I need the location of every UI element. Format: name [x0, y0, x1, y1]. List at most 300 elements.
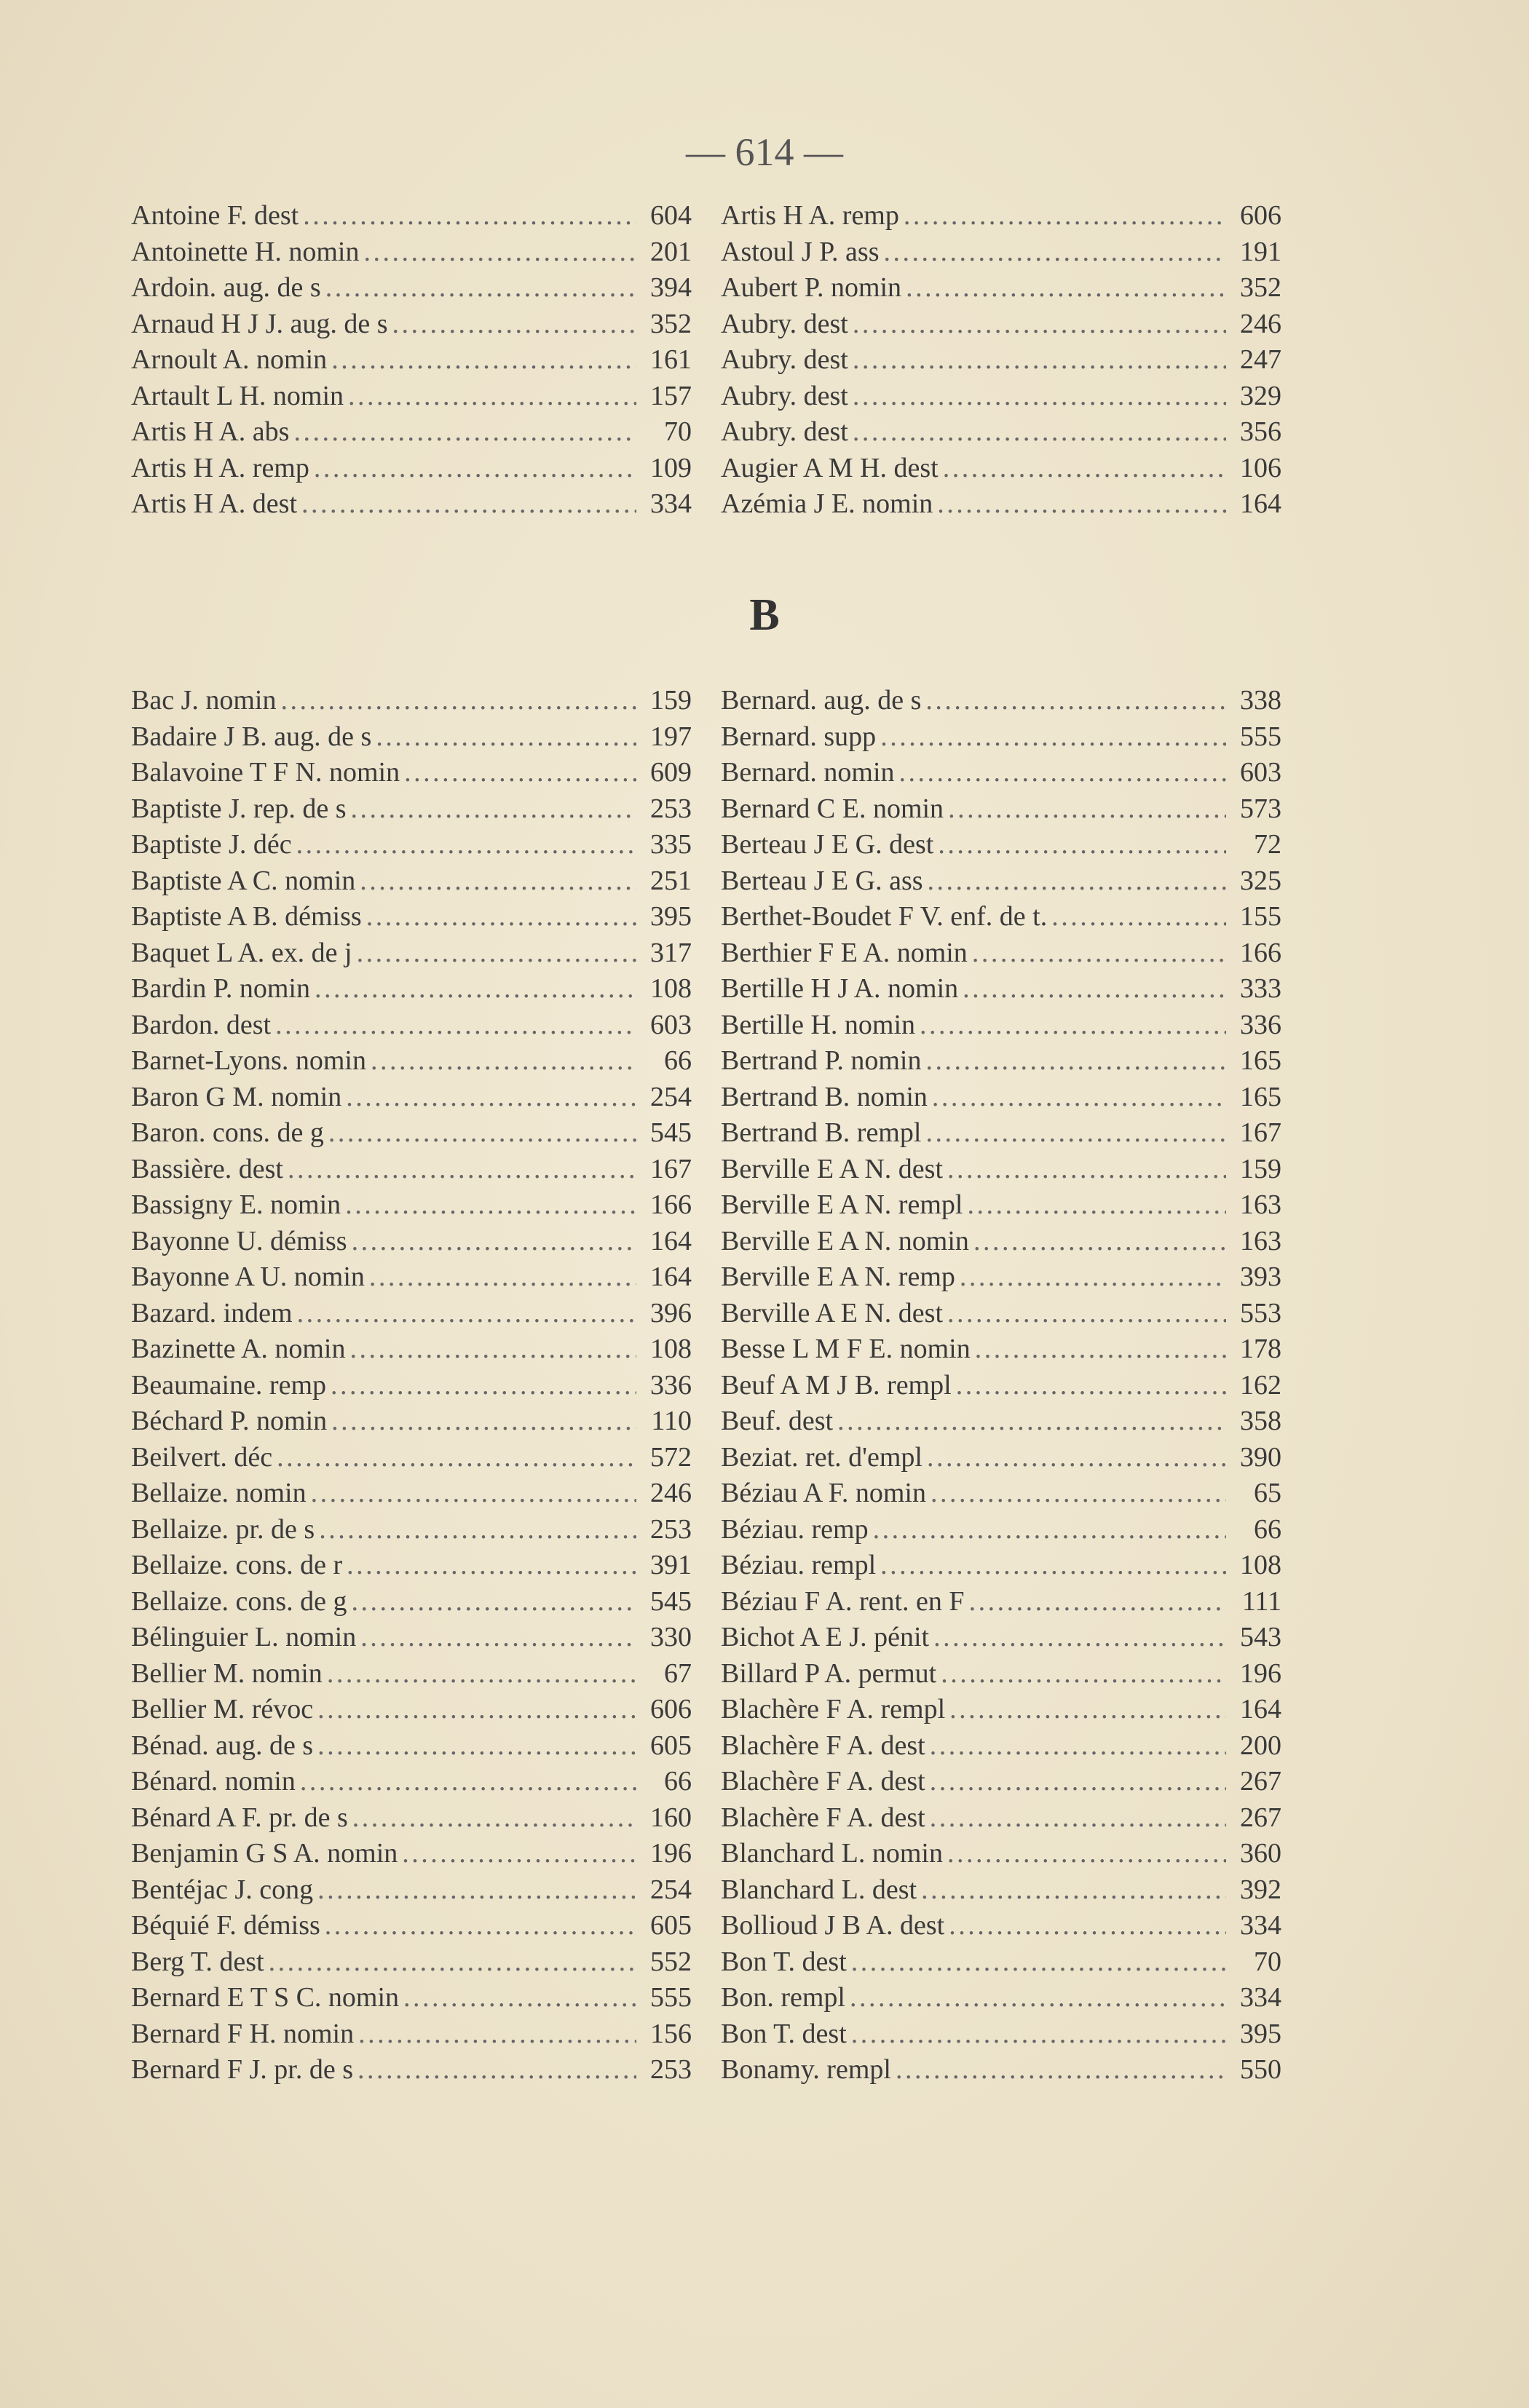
entry-name: Artis H A. dest — [131, 488, 297, 519]
entry-page-number: 545 — [650, 1585, 692, 1617]
entry-page-number: 572 — [650, 1441, 692, 1473]
entry-name: Benjamin G S A. nomin — [131, 1838, 398, 1869]
entry-name: Bayonne U. démiss — [131, 1225, 347, 1256]
entry-name: Bernard. supp — [721, 721, 877, 752]
entry-page-number: 163 — [1240, 1189, 1281, 1220]
entry-name: Berthier F E A. nomin — [721, 937, 968, 968]
entry-page-number: 163 — [1240, 1225, 1281, 1256]
entry-name: Bertrand P. nomin — [721, 1045, 922, 1076]
index-entry — [131, 1620, 692, 1656]
dot-leader — [956, 1368, 1226, 1404]
entry-page-number: 317 — [650, 937, 692, 968]
entry-page-number: 246 — [1240, 308, 1281, 339]
dot-leader — [352, 1800, 636, 1837]
index-entry — [721, 1331, 1281, 1368]
entry-page-number: 106 — [1240, 452, 1281, 483]
dot-leader — [376, 719, 636, 756]
index-entry — [721, 1187, 1281, 1224]
entry-page-number: 178 — [1240, 1334, 1281, 1364]
entry-name: Bassigny E. nomin — [131, 1189, 341, 1220]
index-entry — [721, 1080, 1281, 1116]
entry-page-number: 164 — [650, 1262, 692, 1292]
index-entry — [131, 1368, 692, 1404]
entry-page-number: 253 — [650, 793, 692, 824]
entry-page-number: 334 — [1240, 1910, 1281, 1941]
entry-page-number: 330 — [650, 1622, 692, 1652]
entry-page-number: 391 — [650, 1550, 692, 1580]
index-entry — [131, 935, 692, 972]
index-column-left — [131, 683, 692, 2088]
index-entry — [721, 486, 1281, 523]
entry-page-number: 254 — [650, 1874, 692, 1905]
entry-page-number: 395 — [650, 901, 692, 932]
dot-leader — [319, 1512, 636, 1548]
index-entry — [721, 234, 1281, 271]
entry-name: Bernard E T S C. nomin — [131, 1982, 400, 2013]
dot-leader — [357, 2052, 636, 2088]
entry-name: Bernard F H. nomin — [131, 2018, 355, 2049]
dot-leader — [937, 486, 1226, 523]
entry-name: Baptiste A B. démiss — [131, 901, 362, 932]
entry-name: Beaumaine. remp — [131, 1369, 327, 1401]
dot-leader — [949, 1692, 1226, 1728]
index-entry — [131, 1908, 692, 1944]
dot-leader — [317, 1692, 636, 1728]
index-entry — [721, 1944, 1281, 1981]
entry-page-number: 246 — [650, 1478, 692, 1508]
entry-page-number: 162 — [1240, 1369, 1281, 1401]
dot-leader — [899, 755, 1226, 791]
entry-name: Antoinette H. nomin — [131, 236, 360, 267]
dot-leader — [369, 1259, 636, 1296]
entry-page-number: 161 — [650, 344, 692, 375]
index-entry — [131, 1296, 692, 1332]
dot-leader — [360, 863, 636, 900]
index-entry — [721, 755, 1281, 791]
dot-leader — [930, 1764, 1226, 1800]
entry-page-number: 396 — [650, 1297, 692, 1328]
entry-name: Blachère F A. dest — [721, 1766, 925, 1797]
index-entry — [131, 234, 692, 271]
entry-page-number: 550 — [1240, 2054, 1281, 2085]
index-entry — [721, 1476, 1281, 1512]
entry-name: Berthet-Boudet F V. enf. de t. — [721, 901, 1048, 932]
dot-leader — [947, 1296, 1226, 1332]
entry-name: Bardon. dest — [131, 1009, 272, 1040]
entry-page-number: 606 — [1240, 200, 1281, 231]
entry-name: Bertille H J A. nomin — [721, 973, 959, 1004]
entry-page-number: 393 — [1240, 1262, 1281, 1292]
entry-name: Berville E A N. nomin — [721, 1225, 969, 1256]
entry-name: Bayonne A U. nomin — [131, 1262, 365, 1292]
index-entry — [721, 971, 1281, 1007]
index-entry — [721, 1152, 1281, 1188]
index-entry — [131, 1548, 692, 1584]
dot-leader — [927, 1440, 1226, 1476]
dot-leader — [317, 1728, 636, 1765]
dot-leader — [328, 1115, 636, 1152]
dot-leader — [366, 899, 636, 935]
index-column-right — [721, 198, 1281, 523]
dot-leader — [331, 1403, 636, 1440]
dot-leader — [392, 306, 636, 343]
entry-page-number: 159 — [1240, 1153, 1281, 1184]
index-entry — [721, 306, 1281, 343]
entry-name: Aubert P. nomin — [721, 272, 902, 303]
entry-name: Bernard. nomin — [721, 757, 895, 788]
entry-page-number: 196 — [650, 1838, 692, 1869]
index-entry — [131, 306, 692, 343]
dot-leader — [277, 1440, 636, 1476]
entry-name: Blachère F A. dest — [721, 1730, 925, 1761]
entry-name: Bollioud J B A. dest — [721, 1910, 945, 1941]
entry-page-number: 609 — [650, 757, 692, 788]
index-entry — [131, 791, 692, 828]
dot-leader — [300, 1764, 636, 1800]
index-section-a — [131, 198, 1427, 523]
dot-leader — [938, 827, 1226, 863]
entry-page-number: 109 — [650, 452, 692, 483]
entry-name: Baptiste A C. nomin — [131, 865, 356, 896]
dot-leader — [896, 2052, 1226, 2088]
index-entry — [721, 1440, 1281, 1476]
entry-name: Béziau A F. nomin — [721, 1478, 926, 1508]
index-entry — [721, 2016, 1281, 2053]
dot-leader — [904, 198, 1226, 234]
index-entry — [721, 2052, 1281, 2088]
entry-page-number: 603 — [650, 1009, 692, 1040]
entry-name: Bon T. dest — [721, 1946, 847, 1977]
dot-leader — [972, 935, 1226, 972]
entry-name: Bellier M. nomin — [131, 1658, 323, 1689]
entry-name: Baron G M. nomin — [131, 1081, 342, 1112]
entry-page-number: 253 — [650, 1513, 692, 1545]
dot-leader — [296, 827, 636, 863]
index-entry — [131, 198, 692, 234]
entry-page-number: 251 — [650, 865, 692, 896]
entry-name: Bénard A F. pr. de s — [131, 1802, 348, 1833]
entry-page-number: 165 — [1240, 1081, 1281, 1112]
dot-leader — [358, 2016, 636, 2053]
dot-leader — [352, 1224, 636, 1260]
index-entry — [721, 899, 1281, 935]
index-entry — [131, 1692, 692, 1728]
index-entry — [131, 379, 692, 415]
index-entry — [131, 486, 692, 523]
entry-name: Bon. rempl — [721, 1982, 845, 2013]
entry-name: Blanchard L. dest — [721, 1874, 917, 1905]
entry-page-number: 605 — [650, 1910, 692, 1941]
dot-leader — [297, 1296, 636, 1332]
entry-page-number: 70 — [1254, 1946, 1281, 1977]
dot-leader — [880, 719, 1226, 756]
entry-name: Aubry. dest — [721, 380, 848, 411]
dot-leader — [921, 1872, 1226, 1909]
entry-page-number: 552 — [650, 1946, 692, 1977]
dot-leader — [943, 451, 1226, 487]
entry-name: Bernard. aug. de s — [721, 685, 922, 716]
dot-leader — [349, 1331, 636, 1368]
dot-leader — [371, 1043, 636, 1080]
entry-name: Astoul J P. ass — [721, 236, 880, 267]
entry-page-number: 159 — [650, 685, 692, 716]
dot-leader — [853, 306, 1226, 343]
dot-leader — [975, 1331, 1226, 1368]
dot-leader — [347, 1548, 636, 1584]
entry-name: Bertille H. nomin — [721, 1009, 916, 1040]
index-entry — [131, 1872, 692, 1909]
entry-page-number: 254 — [650, 1081, 692, 1112]
index-entry — [131, 1440, 692, 1476]
dot-leader — [947, 1836, 1226, 1872]
entry-page-number: 555 — [1240, 721, 1281, 752]
entry-name: Antoine F. dest — [131, 200, 299, 231]
index-entry — [131, 342, 692, 379]
entry-name: Besse L M F E. nomin — [721, 1334, 971, 1364]
dot-leader — [947, 1152, 1226, 1188]
index-entry — [721, 270, 1281, 306]
index-entry — [721, 1259, 1281, 1296]
page-number: — 614 — — [686, 130, 843, 174]
index-entry — [721, 683, 1281, 719]
dot-leader — [331, 342, 636, 379]
entry-name: Bellier M. révoc — [131, 1694, 314, 1724]
index-entry — [721, 379, 1281, 415]
entry-page-number: 336 — [1240, 1009, 1281, 1040]
entry-name: Arnoult A. nomin — [131, 344, 328, 375]
index-entry — [131, 683, 692, 719]
entry-page-number: 160 — [650, 1802, 692, 1833]
entry-name: Berteau J E G. dest — [721, 829, 934, 860]
index-entry — [131, 2052, 692, 2088]
index-entry — [131, 1187, 692, 1224]
dot-leader — [884, 234, 1227, 271]
entry-page-number: 72 — [1254, 829, 1281, 860]
entry-name: Artault L H. nomin — [131, 380, 344, 411]
entry-page-number: 356 — [1240, 416, 1281, 447]
entry-page-number: 325 — [1240, 865, 1281, 896]
entry-name: Badaire J B. aug. de s — [131, 721, 372, 752]
index-entry — [721, 1728, 1281, 1765]
entry-page-number: 358 — [1240, 1406, 1281, 1436]
index-entry — [131, 2016, 692, 2053]
entry-page-number: 553 — [1240, 1297, 1281, 1328]
entry-page-number: 164 — [1240, 488, 1281, 519]
entry-page-number: 66 — [664, 1766, 692, 1797]
dot-leader — [325, 1908, 636, 1944]
dot-leader — [269, 1944, 636, 1981]
index-entry — [721, 1296, 1281, 1332]
dot-leader — [325, 270, 636, 306]
entry-page-number: 604 — [650, 200, 692, 231]
index-entry — [131, 1728, 692, 1765]
dot-leader — [925, 683, 1226, 719]
index-entry — [131, 1836, 692, 1872]
entry-name: Baquet L A. ex. de j — [131, 937, 352, 968]
entry-name: Azémia J E. nomin — [721, 488, 933, 519]
index-entry — [721, 1548, 1281, 1584]
index-entry — [131, 1656, 692, 1692]
entry-name: Bardin P. nomin — [131, 973, 310, 1004]
index-entry — [131, 1043, 692, 1080]
entry-page-number: 201 — [650, 236, 692, 267]
dot-leader — [932, 1080, 1226, 1116]
dot-leader — [873, 1512, 1226, 1548]
entry-name: Blanchard L. nomin — [721, 1838, 943, 1869]
dot-leader — [403, 1980, 636, 2016]
index-entry — [721, 451, 1281, 487]
entry-name: Baptiste J. rep. de s — [131, 793, 347, 824]
dot-leader — [973, 1224, 1226, 1260]
index-entry — [131, 1152, 692, 1188]
entry-page-number: 394 — [650, 272, 692, 303]
dot-leader — [963, 971, 1226, 1007]
entry-name: Berteau J E G. ass — [721, 865, 923, 896]
entry-page-number: 247 — [1240, 344, 1281, 375]
entry-page-number: 157 — [650, 380, 692, 411]
dot-leader — [941, 1656, 1226, 1692]
index-entry — [131, 1080, 692, 1116]
entry-page-number: 156 — [650, 2018, 692, 2049]
entry-page-number: 108 — [650, 1334, 692, 1364]
entry-page-number: 333 — [1240, 973, 1281, 1004]
index-entry — [131, 1944, 692, 1981]
dot-leader — [352, 1584, 636, 1620]
index-column-left — [131, 198, 692, 523]
index-entry — [131, 719, 692, 756]
dot-leader — [920, 1007, 1226, 1044]
entry-page-number: 555 — [650, 1982, 692, 2013]
dot-leader — [931, 1476, 1226, 1512]
entry-name: Arnaud H J J. aug. de s — [131, 308, 388, 339]
entry-name: Beuf. dest — [721, 1406, 834, 1436]
index-entry — [721, 1620, 1281, 1656]
index-entry — [721, 1692, 1281, 1728]
entry-name: Bellaize. pr. de s — [131, 1513, 315, 1545]
entry-page-number: 66 — [664, 1045, 692, 1076]
dot-leader — [357, 935, 636, 972]
entry-name: Aubry. dest — [721, 416, 848, 447]
dot-leader — [303, 198, 636, 234]
index-entry — [721, 791, 1281, 828]
dot-leader — [967, 1187, 1226, 1224]
dot-leader — [880, 1548, 1226, 1584]
entry-page-number: 336 — [650, 1369, 692, 1401]
index-entry — [131, 863, 692, 900]
entry-name: Berg T. dest — [131, 1946, 264, 1977]
entry-page-number: 108 — [1240, 1550, 1281, 1580]
entry-name: Blachère F A. rempl — [721, 1694, 946, 1724]
index-entry — [721, 342, 1281, 379]
entry-page-number: 603 — [1240, 757, 1281, 788]
entry-name: Bernard C E. nomin — [721, 793, 944, 824]
dot-leader — [960, 1259, 1226, 1296]
dot-leader — [301, 486, 636, 523]
entry-page-number: 334 — [1240, 1982, 1281, 2013]
dot-leader — [346, 1080, 636, 1116]
index-entry — [131, 1403, 692, 1440]
entry-name: Beziat. ret. d'empl — [721, 1441, 922, 1473]
index-entry — [131, 1764, 692, 1800]
dot-leader — [363, 234, 636, 271]
dot-leader — [851, 1944, 1226, 1981]
entry-page-number: 165 — [1240, 1045, 1281, 1076]
index-entry — [721, 1115, 1281, 1152]
entry-page-number: 167 — [650, 1153, 692, 1184]
dot-leader — [311, 1476, 636, 1512]
index-entry — [131, 414, 692, 451]
index-entry — [721, 1800, 1281, 1837]
entry-page-number: 267 — [1240, 1766, 1281, 1797]
dot-leader — [348, 379, 636, 415]
entry-name: Berville A E N. dest — [721, 1297, 944, 1328]
index-entry — [721, 935, 1281, 972]
index-entry — [131, 1259, 692, 1296]
index-entry — [131, 451, 692, 487]
index-entry — [721, 1908, 1281, 1944]
dot-leader — [906, 270, 1226, 306]
dot-leader — [853, 342, 1226, 379]
index-entry — [721, 198, 1281, 234]
index-entry — [131, 1224, 692, 1260]
entry-name: Billard P A. permut — [721, 1658, 937, 1689]
entry-page-number: 392 — [1240, 1874, 1281, 1905]
entry-page-number: 166 — [650, 1189, 692, 1220]
entry-name: Bellaize. nomin — [131, 1478, 307, 1508]
index-section-b — [131, 683, 1427, 2088]
index-entry — [131, 1584, 692, 1620]
dot-leader — [331, 1368, 636, 1404]
entry-name: Bazinette A. nomin — [131, 1334, 346, 1364]
entry-name: Berville E A N. rempl — [721, 1189, 963, 1220]
index-entry — [131, 1331, 692, 1368]
index-entry — [131, 1512, 692, 1548]
dot-leader — [969, 1584, 1226, 1620]
entry-name: Berville E A N. remp — [721, 1262, 955, 1292]
entry-name: Aubry. dest — [721, 308, 848, 339]
entry-name: Berville E A N. dest — [721, 1153, 944, 1184]
entry-name: Aubry. dest — [721, 344, 848, 375]
entry-name: Artis H A. abs — [131, 416, 290, 447]
entry-page-number: 338 — [1240, 685, 1281, 716]
entry-page-number: 352 — [650, 308, 692, 339]
entry-page-number: 573 — [1240, 793, 1281, 824]
dot-leader — [928, 863, 1226, 900]
entry-name: Bon T. dest — [721, 2018, 847, 2049]
entry-page-number: 167 — [1240, 1117, 1281, 1148]
entry-page-number: 110 — [651, 1406, 692, 1436]
entry-page-number: 543 — [1240, 1622, 1281, 1652]
entry-name: Bonamy. rempl — [721, 2054, 891, 2085]
entry-page-number: 65 — [1254, 1478, 1281, 1508]
dot-leader — [402, 1836, 636, 1872]
index-entry — [721, 1368, 1281, 1404]
entry-name: Artis H A. remp — [721, 200, 899, 231]
dot-leader — [948, 791, 1226, 828]
entry-name: Beilvert. déc — [131, 1441, 273, 1473]
entry-name: Bénard. nomin — [131, 1766, 296, 1797]
dot-leader — [293, 414, 636, 451]
index-entry — [131, 1800, 692, 1837]
index-entry — [721, 1224, 1281, 1260]
entry-name: Bac J. nomin — [131, 685, 277, 716]
entry-page-number: 66 — [1254, 1513, 1281, 1545]
index-entry — [721, 827, 1281, 863]
entry-name: Artis H A. remp — [131, 452, 309, 483]
index-column-right — [721, 683, 1281, 2088]
entry-name: Bellaize. cons. de r — [131, 1550, 343, 1580]
entry-name: Ardoin. aug. de s — [131, 272, 321, 303]
